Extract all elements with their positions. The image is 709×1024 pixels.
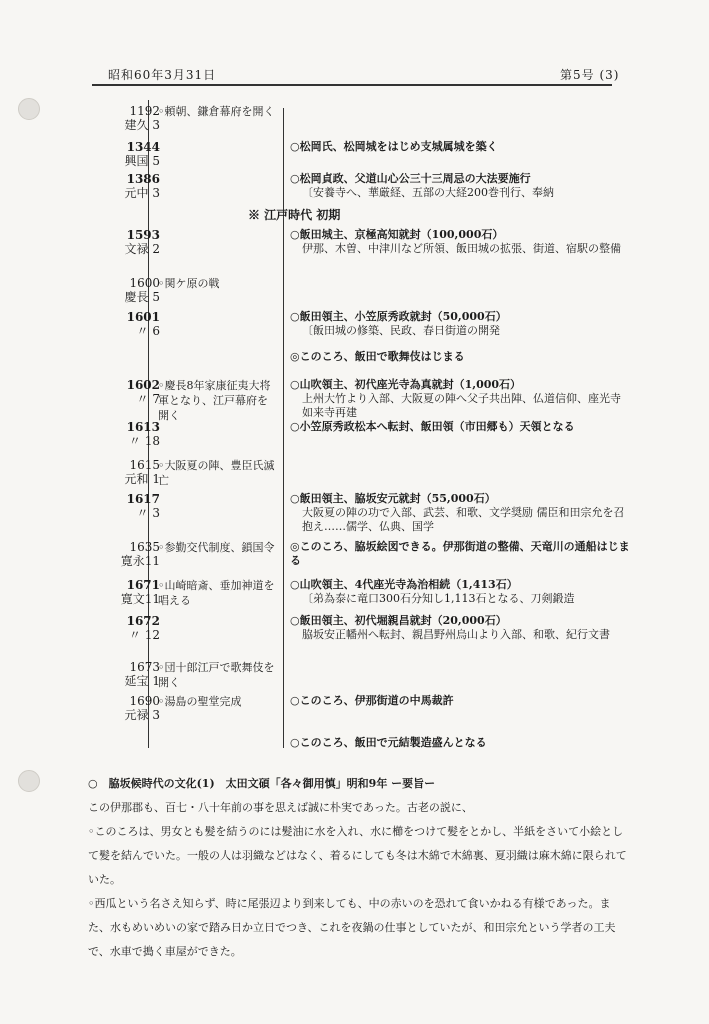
domain-event-title: ○このころ、伊那街道の中馬裁許 [290, 694, 454, 707]
timeline-row [100, 492, 625, 533]
year-cell [100, 310, 160, 338]
domain-event-title: ○飯田領主、小笠原秀政就封（50,000石） [290, 310, 507, 323]
domain-event [290, 350, 630, 364]
header-date: 昭和60年3月31日 [108, 68, 217, 82]
timeline-row [100, 378, 621, 422]
year-cell [100, 578, 160, 606]
year-number: 1192 [129, 104, 160, 118]
year-number: 1690 [129, 694, 160, 708]
year-number: 1344 [126, 140, 160, 154]
year-cell [100, 540, 160, 568]
domain-event [290, 310, 630, 338]
timeline-row [100, 172, 620, 212]
domain-event [290, 614, 630, 642]
domain-event-title: ○松岡貞政、父道山心公三十三周忌の大法要施行 [290, 172, 531, 185]
era-name: 寛永11 [120, 554, 160, 568]
year-number: 1635 [129, 540, 160, 554]
domain-event-detail: 〔安養寺へ、華厳経、五部の大経200巻刊行、奉納 [302, 186, 554, 199]
year-cell [100, 458, 160, 486]
year-number: 1672 [126, 614, 160, 628]
header-issue: 第5号 (3) [560, 68, 620, 82]
era-name: 建久 3 [124, 118, 160, 132]
domain-event-detail: 上州大竹より入部、大阪夏の陣へ父子共出陣、仏道信仰、座光寺如来寺再建 [302, 392, 621, 419]
year-cell [100, 104, 160, 132]
era-name: 寛文11 [120, 592, 160, 606]
year-cell [100, 660, 160, 688]
culture-title: ○ 脇坂候時代の文化(1) 太田文碩「各々御用慎」明和9年 ー要旨ー [88, 777, 436, 790]
culture-para: ◦このころは、男女とも髪を結うのには髪油に水を入れ、水に櫛をつけて髪をとかし、半紙をさいて小絵として髪を結んでいた。一般の人は羽織などはなく、着るにしても冬は木綿で木綿裏、夏羽織は麻木綿に限られていた。 [88, 825, 627, 886]
era-name: 元中 3 [124, 186, 160, 200]
domain-event [290, 694, 630, 708]
era-name: 延宝 1 [124, 674, 160, 688]
culture-para: ◦西瓜という名さえ知らず、時に尾張辺より到来しても、中の赤いのを恐れて食いかねる有様であった。また、水もめいめいの家で踏み日か立日でつき、これを夜鍋の仕事としていたが、和田宗允という学者の工夫で、水車で搗く車屋ができた。 [88, 897, 616, 958]
domain-event-detail: 脇坂安正幡州へ転封、親昌野州烏山より入部、和歌、紀行文書 [302, 628, 610, 641]
culture-para: この伊那郡も、百七・八十年前の事を思えば誠に朴実であった。古老の説に、 [88, 801, 473, 814]
era-name: 文禄 2 [124, 242, 160, 256]
year-number: 1671 [126, 578, 160, 592]
timeline-row [100, 578, 620, 618]
year-number: 1602 [126, 378, 160, 392]
year-cell [100, 140, 160, 168]
national-event: ◦関ケ原の戦 [158, 277, 220, 290]
punch-hole-bottom [18, 770, 40, 792]
timeline-row [100, 614, 620, 654]
national-event: ◦参勤交代制度、鎖国令 [158, 541, 275, 554]
year-number: 1601 [126, 310, 160, 324]
timeline-row [100, 310, 620, 350]
domain-event [290, 378, 630, 420]
timeline-row [100, 540, 630, 580]
year-cell [100, 276, 160, 304]
domain-event-title: ○山吹領主、初代座光寺為真就封（1,000石） [290, 378, 522, 391]
national-event: ◦団十郎江戸で歌舞伎を開く [158, 661, 275, 689]
culture-section [88, 772, 628, 964]
era-name: 〃 18 [128, 434, 160, 448]
domain-event [290, 172, 630, 200]
year-number: 1600 [129, 276, 160, 290]
year-cell [100, 694, 160, 722]
era-name: 元和 1 [124, 472, 160, 486]
year-number: 1617 [126, 492, 160, 506]
domain-event [290, 228, 630, 256]
domain-event-title: ○このころ、飯田で元結製造盛んとなる [290, 736, 487, 749]
era-name: 〃 7 [136, 392, 160, 406]
era-name: 元禄 3 [124, 708, 160, 722]
era-name: 興国 5 [124, 154, 160, 168]
timeline-row [100, 228, 620, 268]
domain-event-title: ○小笠原秀政松本へ転封、飯田領（市田郷も）天領となる [290, 420, 575, 433]
domain-event-detail: 〔飯田城の修築、民政、春日街道の開発 [302, 324, 500, 337]
domain-event-title: ○山吹領主、4代座光寺為治相続（1,413石） [290, 578, 518, 591]
domain-event [290, 578, 630, 606]
national-event: ◦大阪夏の陣、豊臣氏滅亡 [158, 459, 275, 487]
timeline-row [100, 694, 620, 734]
year-number: 1593 [126, 228, 160, 242]
national-event: ◦湯島の聖堂完成 [158, 695, 242, 708]
year-cell [100, 492, 160, 520]
year-cell [100, 228, 160, 256]
domain-event [290, 492, 630, 534]
timeline-row [100, 104, 620, 144]
domain-event [290, 736, 630, 750]
year-number: 1613 [126, 420, 160, 434]
header-rule [92, 84, 612, 86]
domain-event-title: ○飯田領主、脇坂安元就封（55,000石） [290, 492, 496, 505]
year-number: 1386 [126, 172, 160, 186]
national-event: ◦山崎暗斎、垂加神道を唱える [158, 579, 275, 607]
year-number: 1673 [129, 660, 160, 674]
era-name: 〃 3 [136, 506, 160, 520]
domain-event-title: ◎このころ、脇坂絵図できる。伊那街道の整備、天竜川の通船はじまる [290, 540, 630, 567]
national-event: ◦頼朝、鎌倉幕府を開く [158, 105, 275, 118]
punch-hole-top [18, 98, 40, 120]
timeline-row [100, 736, 620, 776]
domain-event-detail: 〔弟為泰に竜口300石分知し1,113石となる、刀剣鍛造 [302, 592, 575, 605]
domain-event [290, 540, 630, 568]
year-cell [100, 420, 160, 448]
year-cell [100, 172, 160, 200]
domain-event-title: ○飯田領主、初代堀親昌就封（20,000石） [290, 614, 507, 627]
timeline-row [100, 420, 620, 460]
domain-event-title: ◎このころ、飯田で歌舞伎はじまる [290, 350, 465, 363]
era-name: 〃 6 [136, 324, 160, 338]
domain-event-title: ○飯田城主、京極高知就封（100,000石） [290, 228, 504, 241]
era-name: 〃 12 [128, 628, 160, 642]
domain-event-detail: 大阪夏の陣の功で入部、武芸、和歌、文学奨励 儒臣和田宗允を召抱え……儒学、仏典、国学 [302, 506, 625, 533]
era-name: 慶長 5 [124, 290, 160, 304]
domain-event-detail: 伊那、木曽、中津川など所領、飯田城の拡張、街道、宿駅の整備 [302, 242, 621, 255]
domain-event [290, 140, 630, 154]
era-title: ※ 江戸時代 初期 [248, 208, 341, 222]
year-cell [100, 378, 160, 406]
domain-event-title: ○松岡氏、松岡城をはじめ支城属城を築く [290, 140, 498, 153]
year-cell [100, 614, 160, 642]
year-number: 1615 [129, 458, 160, 472]
national-event: ◦慶長8年家康征夷大将軍となり、江戸幕府を開く [158, 379, 271, 422]
domain-event [290, 420, 630, 434]
